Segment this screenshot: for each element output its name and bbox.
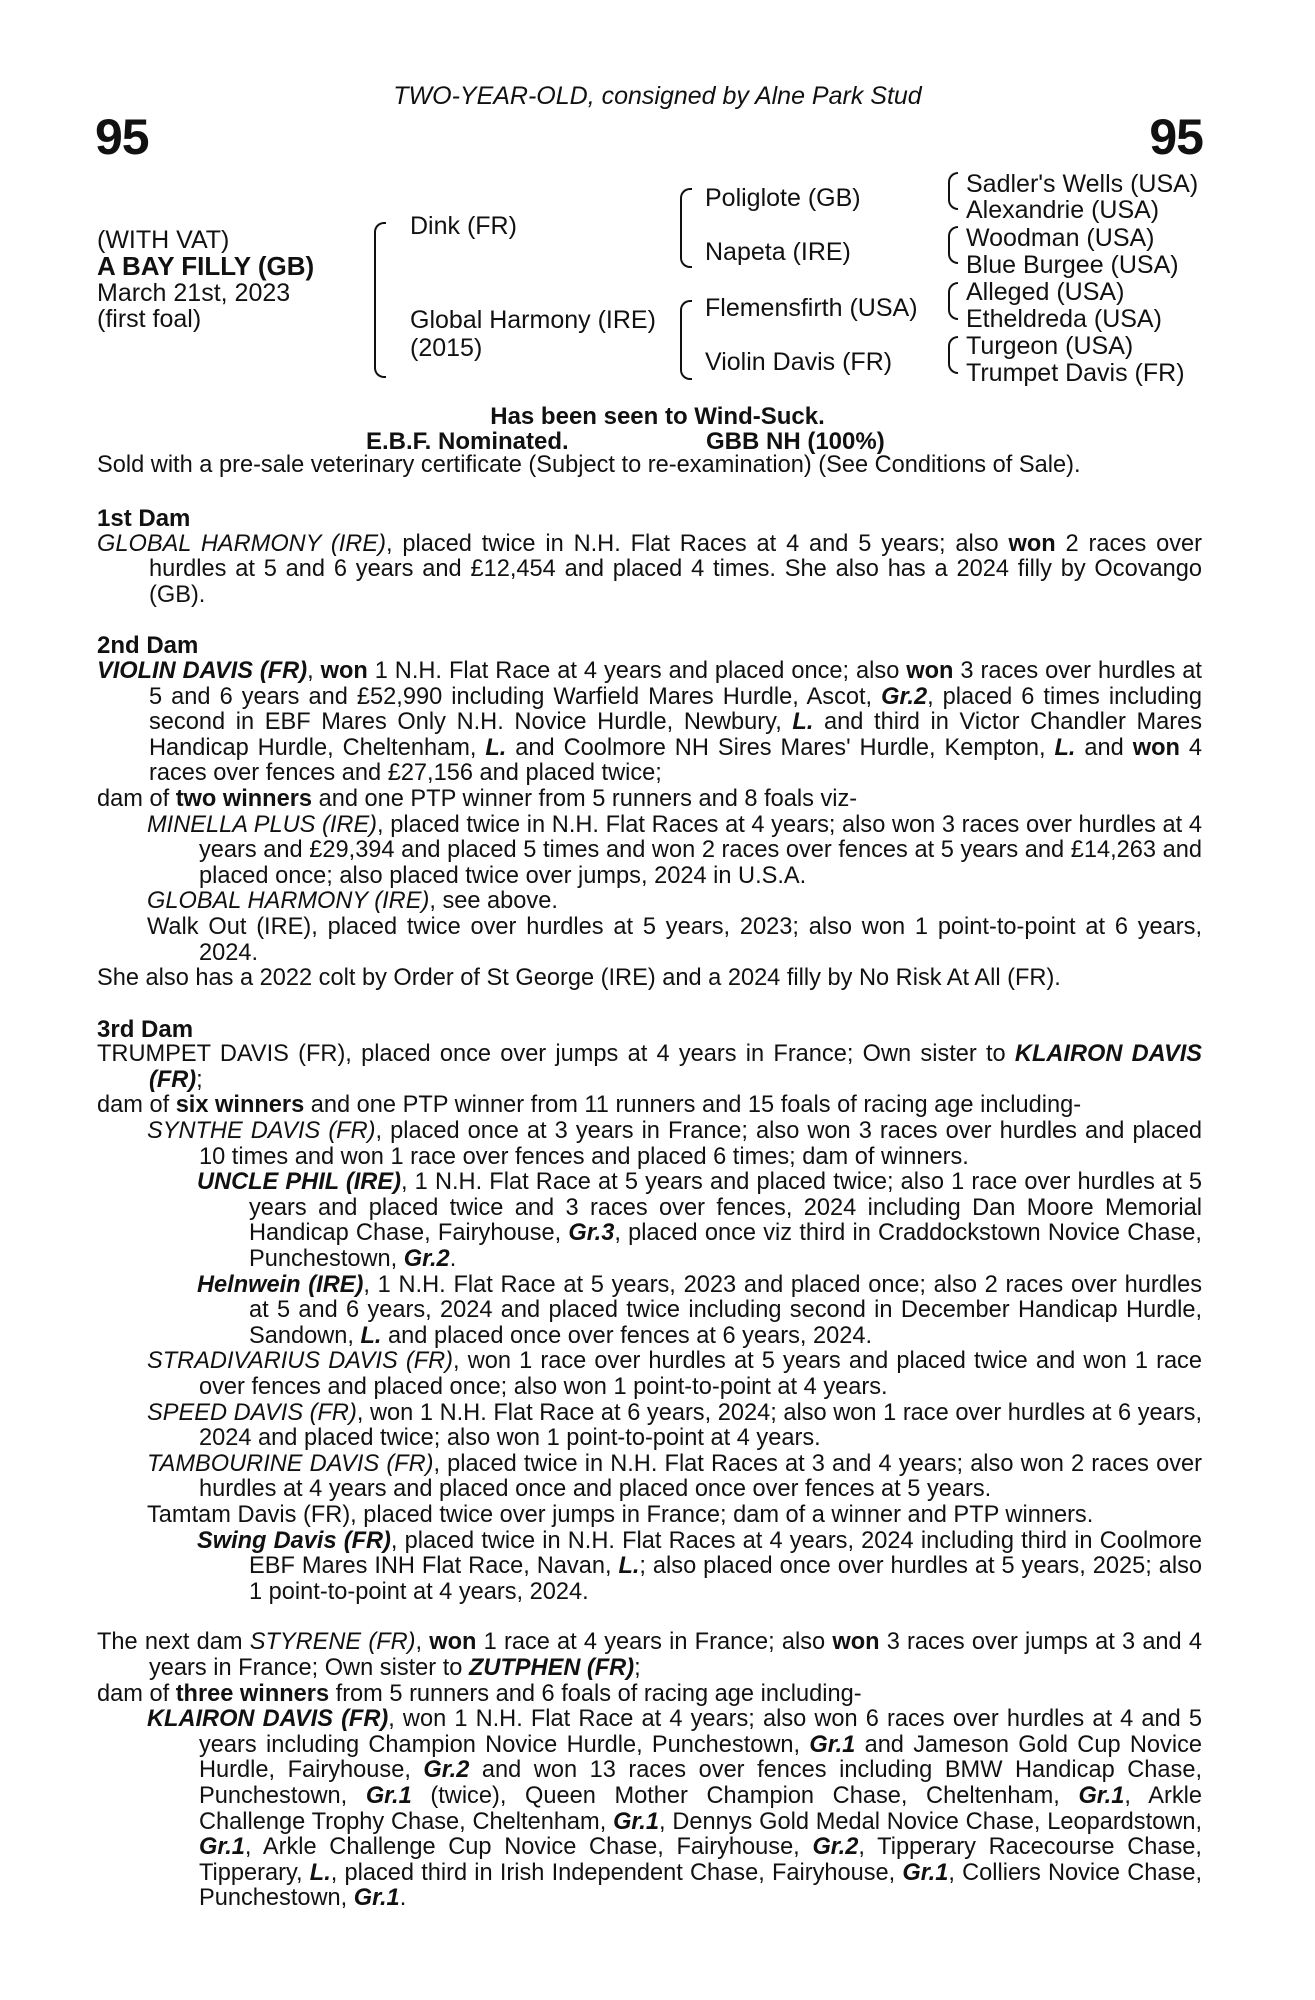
entry-text: from 5 runners and 6 foals of racing age including-: [329, 1680, 862, 1707]
ggp-6: Etheldreda (USA): [966, 305, 1162, 333]
pedigree-entry: [97, 889, 1202, 915]
ggp-8: Trumpet Davis (FR): [966, 359, 1185, 387]
highlighted-name: Gr.1: [613, 1808, 659, 1835]
horse-name-italic: GLOBAL HARMONY (IRE): [97, 530, 386, 557]
entry-text: , placed 6 times including second in EBF Mares Only N.H. Novice Hurdle, Newbury,: [149, 683, 1202, 736]
entry-text: .: [449, 1246, 457, 1273]
lot-header: TWO-YEAR-OLD, consigned by Alne Park Stud: [393, 82, 922, 110]
entry-text: and won 13 races over fences including BMW Handicap Chase, Punchestown,: [199, 1757, 1203, 1809]
entry-text: two winners: [175, 785, 313, 812]
entry-text: She also has a 2022 colt by Order of St George (IRE) and a 2024 filly by No Risk At All (FR).: [97, 965, 1061, 992]
highlighted-name: Helnwein (IRE): [197, 1271, 364, 1298]
lot-number-right: 95: [1149, 109, 1203, 165]
horse-name-italic: GLOBAL HARMONY (IRE): [147, 888, 430, 915]
highlighted-name: Gr.1: [809, 1731, 856, 1758]
highlighted-name: L.: [360, 1322, 382, 1349]
pedigree-entry: [97, 1503, 1202, 1529]
highlighted-name: Gr.2: [423, 1757, 470, 1784]
entry-text: won: [1008, 530, 1056, 557]
entry-text: ,: [307, 657, 321, 684]
entry-text: , placed twice in N.H. Flat Races at 4 years, 2024 including third in Coolmore EBF Mares INH Flat Race, Navan,: [249, 1527, 1202, 1580]
highlighted-name: Gr.1: [353, 1885, 400, 1912]
entry-text: won: [320, 657, 368, 684]
horse-name-italic: SYNTHE DAVIS (FR): [147, 1118, 376, 1145]
highlighted-name: L.: [618, 1553, 640, 1580]
horse-name-italic: SPEED DAVIS (FR): [147, 1399, 357, 1426]
pedigree-entry: [97, 1349, 1202, 1400]
section-gap: [97, 992, 1202, 1017]
section-heading: 1st Dam: [97, 505, 191, 532]
highlighted-name: L.: [309, 1859, 331, 1886]
pedigree-entry: [97, 1682, 1202, 1708]
entry-text: and third in Victor Chandler Mares Handicap Hurdle, Cheltenham,: [149, 709, 1203, 761]
sire-sire: Poliglote (GB): [705, 184, 861, 212]
entry-text: , Arkle Challenge Cup Novice Chase, Fairyhouse,: [244, 1834, 813, 1861]
section-gap: [97, 1605, 1202, 1630]
entry-text: , see above.: [429, 888, 558, 915]
entry-text: 1 N.H. Flat Race at 4 years and placed once; also: [367, 657, 907, 684]
highlighted-name: L.: [792, 709, 814, 736]
entry-text: , Colliers Novice Chase, Punchestown,: [199, 1859, 1203, 1912]
pedigree-entry: [97, 1630, 1202, 1681]
ggp-3: Woodman (USA): [966, 224, 1155, 252]
dam-year: (2015): [410, 334, 483, 362]
horse-name: A BAY FILLY (GB): [97, 251, 315, 281]
entry-text: won: [832, 1629, 880, 1656]
highlighted-name: Gr.1: [199, 1834, 245, 1861]
highlighted-name: Gr.1: [365, 1782, 412, 1809]
entry-text: , 1 N.H. Flat Race at 5 years and placed twice; also 1 race over hurdles at 5 years and placed twice and 3 races over fences, 2024 including Dan Moore Memorial Handicap Chase, Fairyhouse,: [249, 1169, 1202, 1247]
horse-name-italic: STRADIVARIUS DAVIS (FR): [147, 1348, 453, 1375]
highlighted-name: L.: [485, 734, 507, 761]
entry-text: , placed twice in N.H. Flat Races at 3 and 4 years; also won 2 races over hurdles at 4 years and placed once and placed once over fences at 5 years.: [199, 1450, 1202, 1503]
entry-text: dam of: [97, 785, 176, 812]
entry-text: , Arkle Challenge Trophy Chase, Cheltenham,: [199, 1782, 1202, 1835]
entry-text: won: [1132, 734, 1180, 761]
entry-text: dam of: [97, 1680, 176, 1707]
pedigree-entry: [97, 813, 1202, 890]
entry-text: , placed twice in N.H. Flat Races at 4 and 5 years; also: [385, 530, 1009, 557]
dam-sire: Flemensfirth (USA): [705, 294, 918, 322]
entry-text: six winners: [175, 1092, 305, 1119]
entry-text: , Tipperary Racecourse Chase, Tipperary,: [199, 1834, 1202, 1886]
pedigree-entry: [97, 1093, 1202, 1119]
entry-text: Tamtam Davis (FR), placed twice over jumps in France; dam of a winner and PTP winners.: [147, 1501, 1094, 1528]
entry-text: won: [429, 1629, 477, 1656]
highlighted-name: L.: [1054, 734, 1076, 761]
sire-dam-bracket: [374, 222, 386, 378]
horse-name-italic: TAMBOURINE DAVIS (FR): [147, 1450, 434, 1477]
dam-parents-bracket: [680, 300, 692, 380]
section-heading: 2nd Dam: [97, 632, 199, 660]
entry-text: and Coolmore NH Sires Mares' Hurdle, Kempton,: [506, 734, 1055, 761]
pedigree-entry: [97, 1401, 1202, 1452]
pedigree-entry: [97, 787, 1202, 813]
entry-text: , placed once at 3 years in France; also won 3 races over hurdles and placed 10 times and won 1 race over fences and placed 6 times; dam of winners.: [199, 1118, 1202, 1170]
catalogue-body: [97, 506, 1202, 1912]
dam-name: Global Harmony (IRE): [410, 306, 656, 334]
entry-text: , won 1 N.H. Flat Race at 4 years; also won 6 races over hurdles at 4 and 5 years including Champion Novice Hurdle, Punchestown,: [199, 1706, 1202, 1758]
entry-text: Walk Out (IRE), placed twice over hurdles at 5 years, 2023; also won 1 point-to-point at 6 years, 2024.: [147, 913, 1202, 966]
highlighted-name: Gr.2: [881, 683, 928, 710]
ggp-2: Alexandrie (USA): [966, 196, 1160, 224]
entry-text: 4 races over fences and £27,156 and placed twice;: [149, 734, 1202, 787]
ggp-7: Turgeon (USA): [966, 332, 1134, 360]
pedigree-entry: [97, 659, 1202, 787]
section-gap: [97, 608, 1202, 633]
entry-text: and Jameson Gold Cup Novice Hurdle, Fairyhouse,: [199, 1731, 1202, 1784]
entry-text: 3 races over hurdles at 5 and 6 years and £52,990 including Warfield Mares Hurdle, Ascot,: [149, 657, 1202, 710]
entry-text: , won 1 race over hurdles at 5 years and placed twice and won 1 race over fences and placed once; also won 1 point-to-point at 4 years.: [199, 1348, 1202, 1400]
entry-text: 2 races over hurdles at 5 and 6 years and £12,454 and placed 4 times. She also has a 2024 filly by Ocovango (GB).: [149, 530, 1202, 608]
entry-text: , placed twice in N.H. Flat Races at 4 years; also won 3 races over hurdles at 4 years and £29,394 and placed 5 times and won 2 races over fences at 5 years and £14,263 and placed once; also placed twice over jumps, 2024 in U.S.A.: [199, 811, 1202, 889]
dam-dam: Violin Davis (FR): [705, 348, 893, 376]
entry-text: dam of: [97, 1092, 176, 1119]
ggp-4: Blue Burgee (USA): [966, 251, 1179, 279]
pedigree-entry: [97, 1170, 1202, 1272]
pedigree-entry: [97, 1042, 1202, 1093]
entry-text: The next dam: [97, 1629, 250, 1656]
entry-text: 3 races over jumps at 3 and 4 years in France; Own sister to: [149, 1629, 1202, 1681]
sire-name: Dink (FR): [410, 212, 517, 240]
entry-text: and one PTP winner from 5 runners and 8 foals viz-: [312, 785, 858, 812]
ggp-bracket-1: [948, 172, 958, 210]
entry-text: 1 race at 4 years in France; also: [476, 1629, 833, 1656]
entry-text: , Dennys Gold Medal Novice Chase, Leopardstown,: [658, 1808, 1202, 1835]
entry-text: , won 1 N.H. Flat Race at 6 years, 2024; also won 1 race over hurdles at 6 years, 2024 and placed twice; also won 1 point-to-point at 4 years.: [199, 1399, 1202, 1452]
sire-parents-bracket: [680, 188, 692, 268]
entry-text: and placed once over fences at 6 years, 2024.: [381, 1322, 873, 1349]
entry-text: and: [1075, 734, 1133, 761]
pedigree-entry: [97, 1452, 1202, 1503]
entry-text: ; also placed once over hurdles at 5 years, 2025; also 1 point-to-point at 4 years, 2024.: [249, 1553, 1202, 1605]
pedigree-entry: [97, 1273, 1202, 1350]
vat-label: (WITH VAT): [97, 226, 230, 254]
highlighted-name: Gr.1: [1078, 1782, 1125, 1809]
pedigree-entry: [97, 1529, 1202, 1606]
lot-number-left: 95: [95, 109, 149, 165]
wind-note: Has been seen to Wind-Suck.: [490, 403, 825, 430]
sire-dam: Napeta (IRE): [705, 238, 851, 266]
foal-note: (first foal): [97, 305, 202, 333]
highlighted-name: Gr.2: [812, 1834, 859, 1861]
entry-text: , placed third in Irish Independent Chase, Fairyhouse,: [330, 1859, 903, 1886]
ggp-bracket-4: [948, 336, 958, 374]
ggp-1: Sadler's Wells (USA): [966, 170, 1199, 198]
entry-text: .: [399, 1885, 407, 1912]
highlighted-name: Gr.2: [403, 1246, 450, 1273]
highlighted-name: VIOLIN DAVIS (FR): [97, 657, 308, 684]
ebf-note: E.B.F. Nominated.: [366, 428, 569, 455]
entry-text: , placed once viz third in Craddockstown Novice Chase, Punchestown,: [249, 1220, 1202, 1273]
highlighted-name: ZUTPHEN (FR): [468, 1654, 635, 1681]
pedigree-entry: [97, 1119, 1202, 1170]
sale-note: Sold with a pre-sale veterinary certificate (Subject to re-examination) (See Conditions of Sale).: [97, 452, 1081, 478]
ggp-bracket-2: [948, 226, 958, 264]
pedigree-entry: [97, 966, 1202, 992]
entry-text: TRUMPET DAVIS (FR), placed once over jumps at 4 years in France; Own sister to: [97, 1041, 1015, 1068]
entry-text: and one PTP winner from 11 runners and 15 foals of racing age including-: [304, 1092, 1082, 1119]
entry-text: (twice), Queen Mother Champion Chase, Cheltenham,: [411, 1782, 1079, 1809]
highlighted-name: KLAIRON DAVIS (FR): [147, 1706, 389, 1733]
entry-text: , 1 N.H. Flat Race at 5 years, 2023 and placed once; also 2 races over hurdles at 5 and 6 years, 2024 and placed twice including second in December Handicap Hurdle, Sandown,: [249, 1271, 1202, 1349]
entry-text: ,: [415, 1629, 430, 1656]
pedigree-entry: [97, 1707, 1202, 1912]
pedigree-entry: [97, 915, 1202, 966]
entry-text: ;: [634, 1654, 641, 1681]
horse-name-italic: STYRENE (FR): [249, 1629, 416, 1656]
foaling-date: March 21st, 2023: [97, 279, 291, 307]
highlighted-name: Swing Davis (FR): [197, 1527, 391, 1554]
highlighted-name: Gr.3: [568, 1220, 615, 1247]
pedigree-entry: [97, 532, 1202, 609]
ggp-5: Alleged (USA): [966, 278, 1125, 306]
entry-text: ;: [196, 1066, 203, 1093]
horse-name-italic: MINELLA PLUS (IRE): [147, 811, 378, 838]
ggp-bracket-3: [948, 282, 958, 320]
highlighted-name: KLAIRON DAVIS (FR): [149, 1041, 1202, 1093]
section-heading: 3rd Dam: [97, 1015, 194, 1043]
entry-text: won: [906, 657, 954, 684]
highlighted-name: UNCLE PHIL (IRE): [197, 1169, 401, 1196]
entry-text: three winners: [175, 1680, 330, 1707]
highlighted-name: Gr.1: [902, 1859, 949, 1886]
gbb-note: GBB NH (100%): [706, 428, 885, 455]
